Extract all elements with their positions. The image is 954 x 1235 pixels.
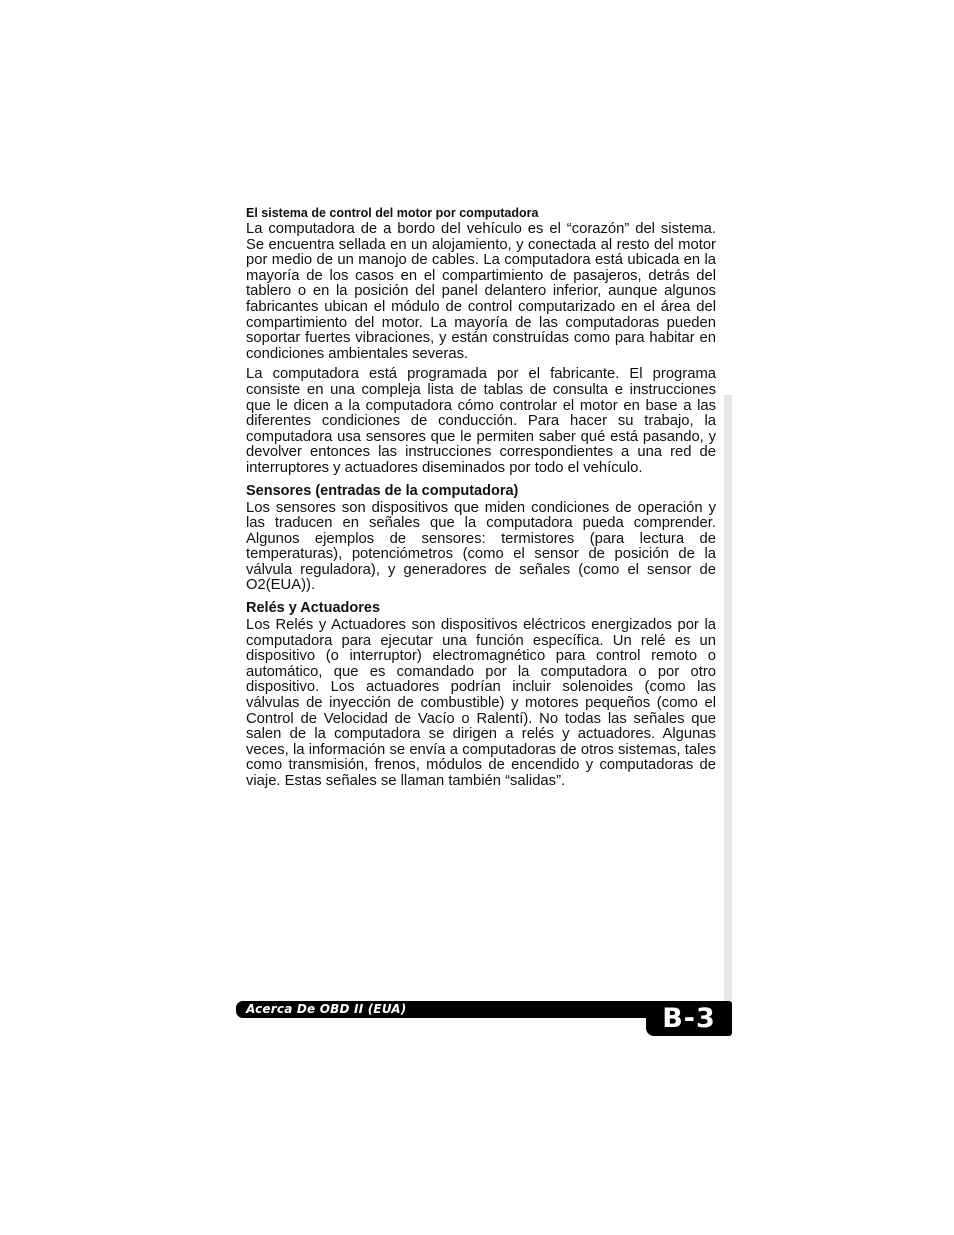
- section-title-relays: Relés y Actuadores: [246, 600, 381, 617]
- section-title-sensors: Sensores (entradas de la computadora): [246, 482, 519, 499]
- page-content: [246, 205, 716, 795]
- paragraph-computer-program: La computadora está programada por el fabricante. El programa consiste en una compleja lista de tablas de consulta e instrucciones que le dicen a la computadora cómo controlar el motor en base a las diferentes condiciones de conducción. Para hacer su trabajo, la computadora usa sensores que le permiten saber qué está pasando, y devolver entonces las instrucciones correspondientes a una red de interruptores y actuadores diseminados por todo el vehículo.: [246, 366, 716, 476]
- paragraph-computer-location: La computadora de a bordo del vehículo es el “corazón” del sistema. Se encuentra sellada en un alojamiento, y conectada al resto del motor por medio de un manojo de cables. La computadora está ubicada en la mayoría de los casos en el compartimiento de pasajeros, detrás del tablero o en la posición del panel delantero inferior, aunque algunos fabricantes ubican el módulo de control computarizado en el área del compartimiento del motor. La mayoría de las computadoras pueden soportar fuertes vibraciones, y están construídas como para habitar en condiciones ambientales severas.: [246, 221, 716, 362]
- page-number-tab: [646, 1001, 732, 1036]
- paragraph-sensors: Los sensores son dispositivos que miden condiciones de operación y las traducen en señales que la computadora pueda comprender. Algunos ejemplos de sensores: termistores (para lectura de temperaturas), potenciómetros (como el sensor de posición de la válvula reguladora), y generadores de señales (como el sensor de O2(EUA)).: [246, 499, 716, 594]
- side-rule: [724, 395, 732, 1005]
- paragraph-relays: Los Relés y Actuadores son dispositivos eléctricos energizados por la computadora para ejecutar una función específica. Un relé es un dispositivo (o interruptor) electromagnético para control remoto o automático, que es comandado por la computadora o por otro dispositivo. Los actuadores podrían incluir solenoides (como las válvulas de inyección de combustible) y motores pequeños (como el Control de Velocidad de Vacío o Ralentí). No todas las señales que salen de la computadora se dirigen a relés y actuadores. Algunas veces, la información se envía a computadoras de otros sistemas, tales como transmisión, frenos, módulos de encendido y computadoras de viaje. Estas señales se llaman también “salidas”.: [246, 617, 716, 789]
- footer-chapter-label: Acerca De OBD II (EUA): [246, 1002, 407, 1016]
- section-title-engine-control: El sistema de control del motor por computadora: [246, 206, 539, 220]
- page-number: B-3: [662, 1003, 716, 1034]
